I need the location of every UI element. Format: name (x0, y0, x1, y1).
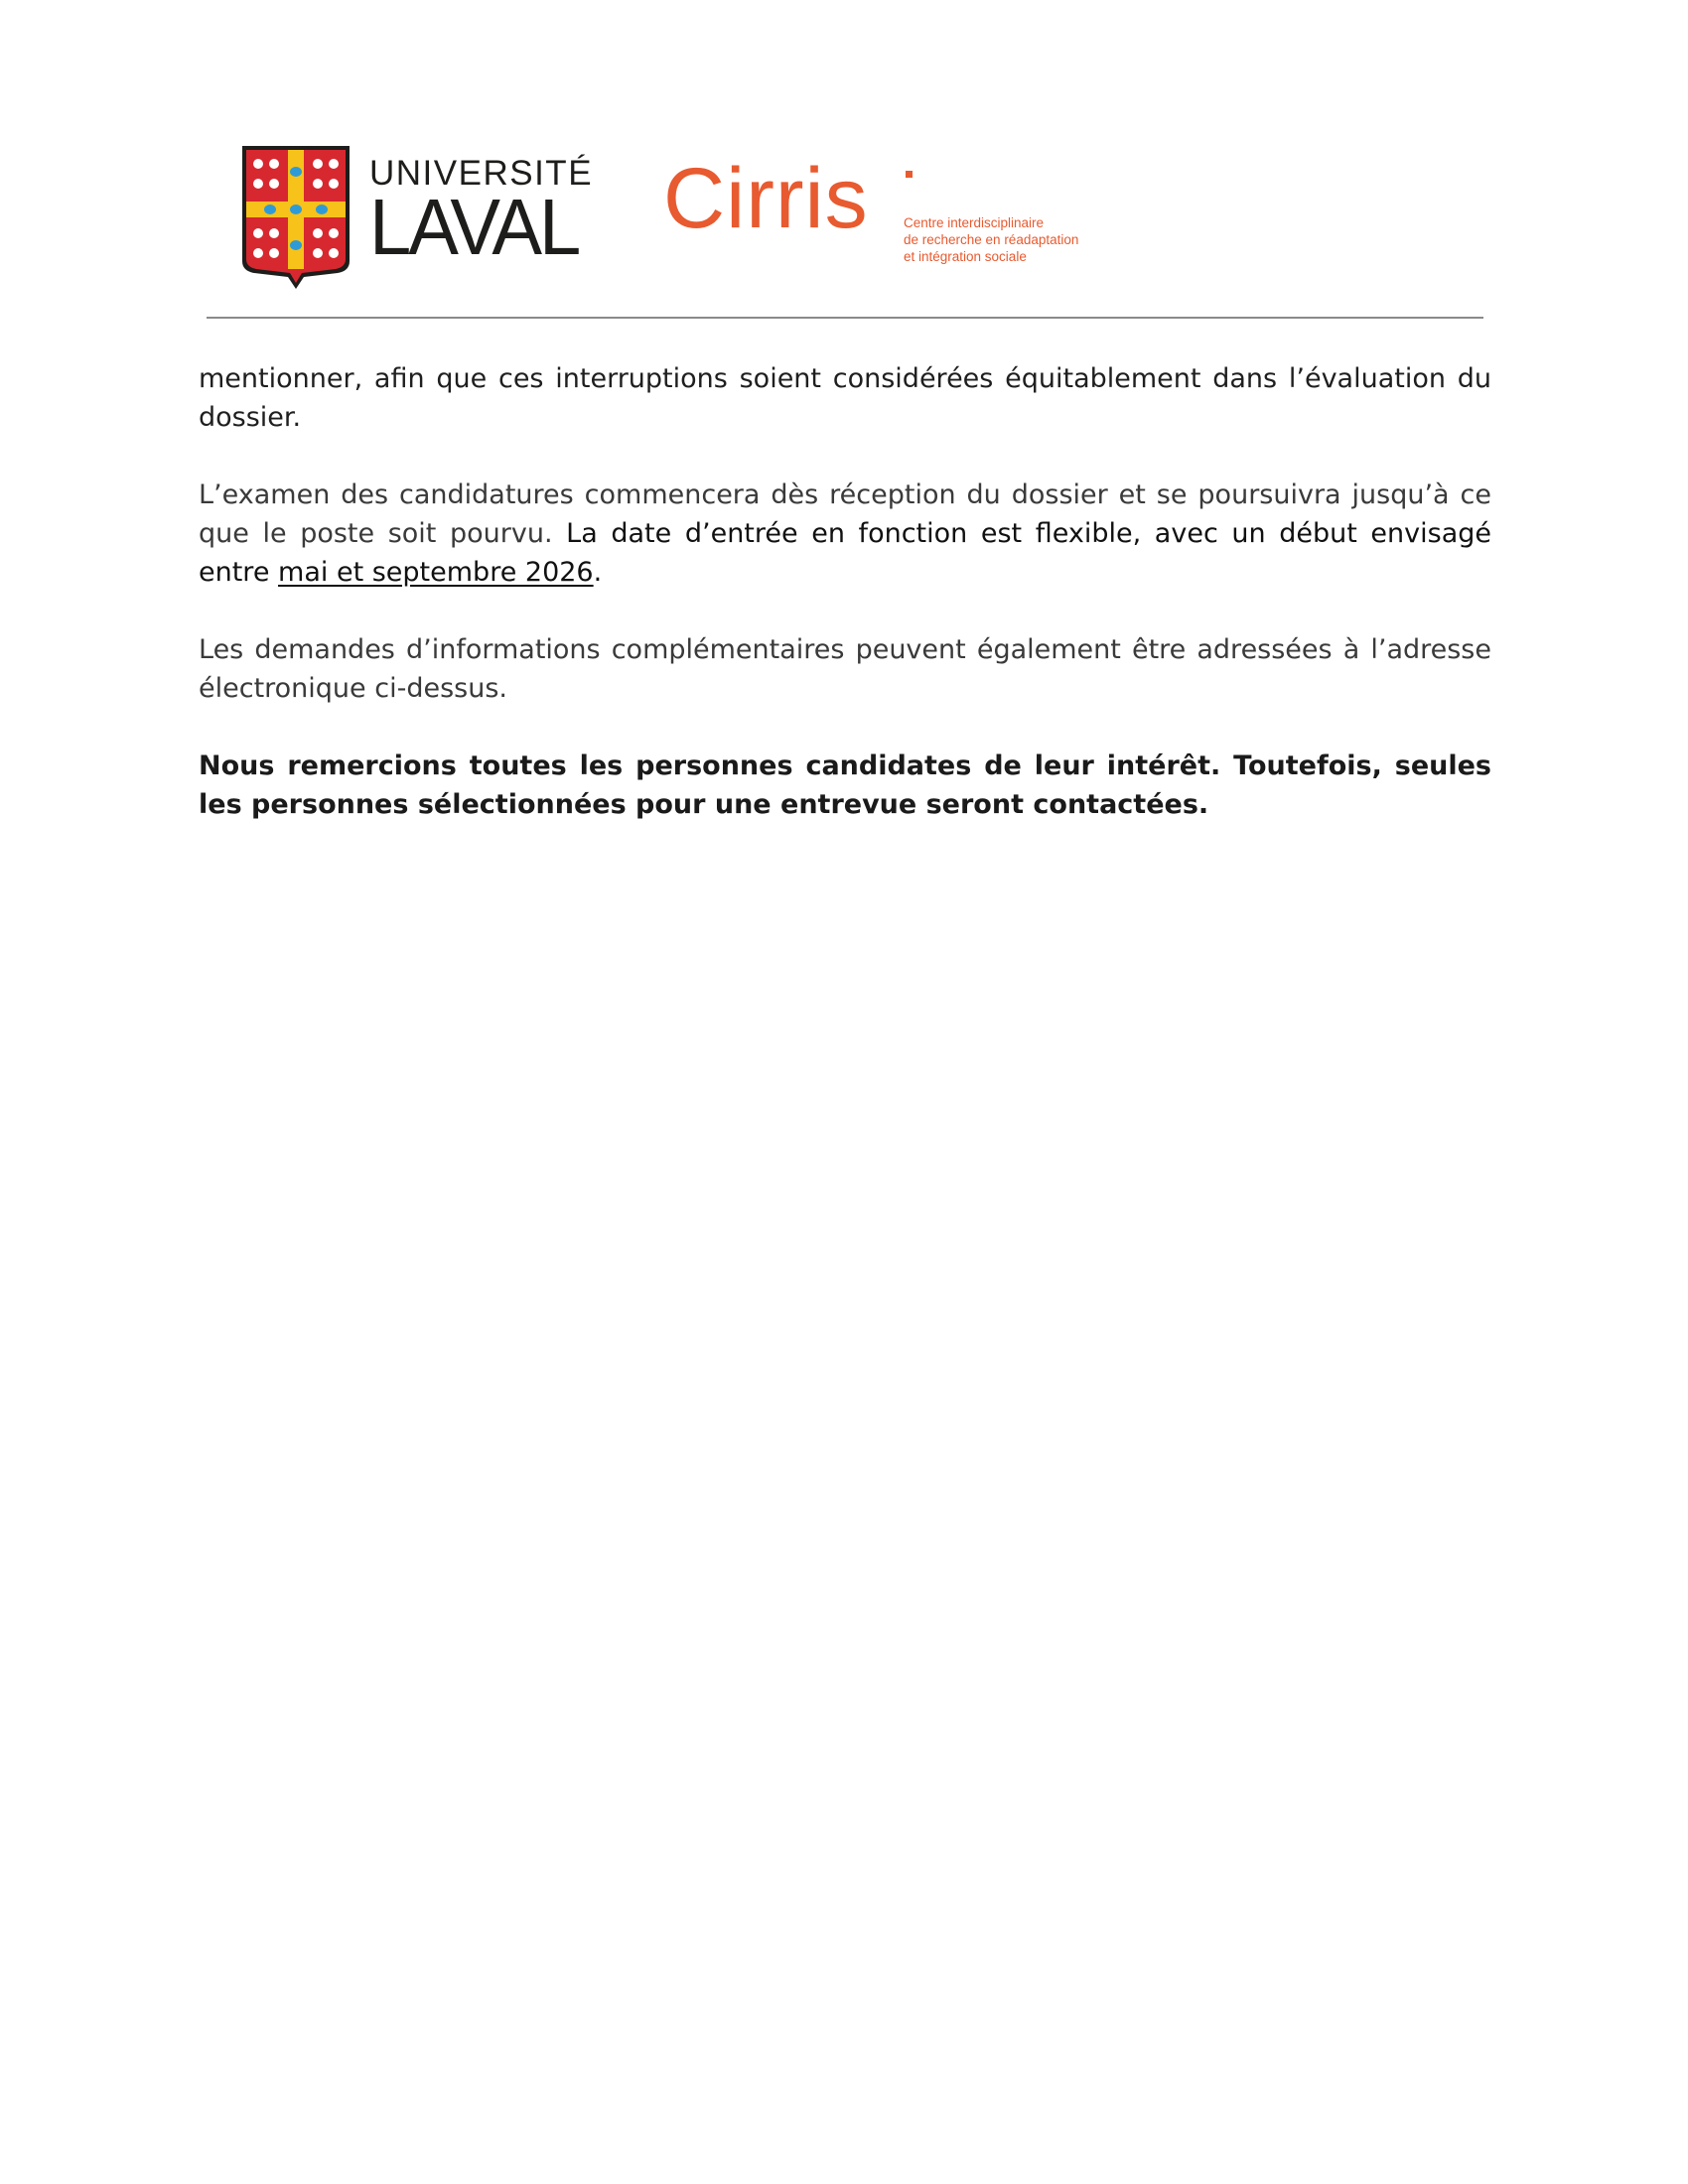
document-body (199, 359, 1491, 863)
paragraph-info-requests: Les demandes d’informations complémentaires peuvent également être adressées à l’adresse électronique ci-dessus. (199, 634, 1491, 704)
paragraph-review (199, 476, 1491, 592)
laval-shield-icon (240, 144, 352, 291)
start-date-period: mai et septembre 2026 (278, 557, 594, 588)
cirris-logo (663, 149, 1120, 278)
laval-wordmark-line1: UNIVERSITÉ (369, 154, 594, 193)
cirris-tagline-line: et intégration sociale (904, 249, 1027, 264)
paragraph-interruptions: mentionner, afin que ces interruptions soient considérées équitablement dans l’évaluation du dossier. (199, 363, 1491, 433)
laval-wordmark-line2: LAVAL (369, 183, 579, 272)
page-header (0, 0, 1688, 328)
laval-wordmark (369, 144, 594, 272)
cirris-tagline (904, 214, 1122, 265)
cirris-tagline-line: Centre interdisciplinaire (904, 215, 1045, 230)
paragraph-thanks: Nous remercions toutes les personnes candidates de leur intérêt. Toutefois, seules les personnes sélectionnées pour une entrevue seront contactées. (199, 751, 1491, 820)
review-sentence: L’examen des candidatures commencera dès réception du dossier et se poursuivra jusqu’à ce que le poste soit pourvu. (199, 479, 1491, 549)
universite-laval-logo (240, 144, 594, 293)
cirris-dot (906, 171, 913, 178)
cirris-tagline-line: de recherche en réadaptation (904, 232, 1079, 247)
period-punctuation: . (593, 557, 603, 588)
cirris-wordmark: Cirris (663, 151, 869, 246)
header-divider (207, 317, 1483, 319)
start-date-sentence: La date d’entrée en fonction est flexible, avec un début envisagé entre (199, 518, 1491, 588)
